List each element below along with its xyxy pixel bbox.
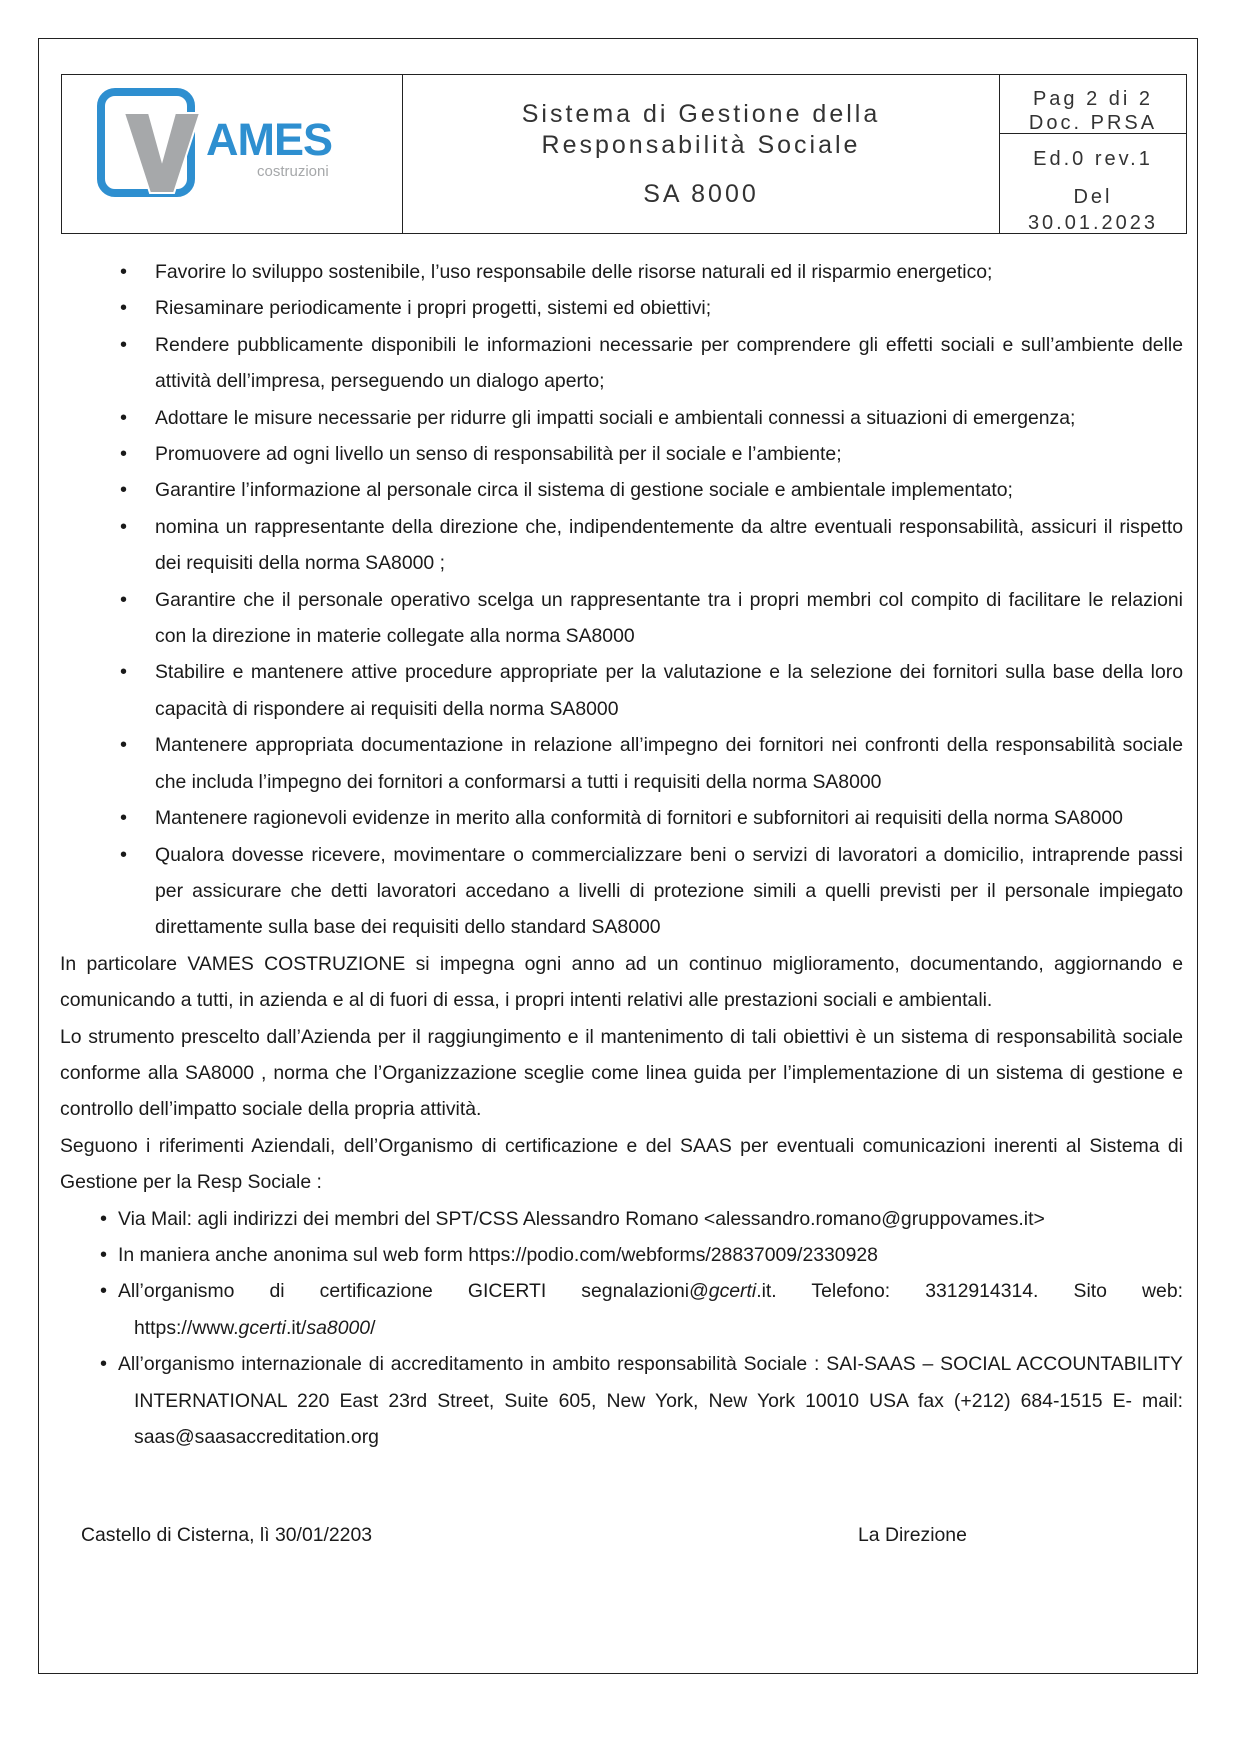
logo-cell — [62, 75, 403, 233]
place-date: Castello di Cisterna, lì 30/01/2203 — [81, 1524, 373, 1546]
logo-subtext: costruzioni — [257, 163, 329, 180]
header-info — [1000, 75, 1186, 233]
contact-certification — [60, 1273, 1183, 1346]
cert-path: sa8000 — [306, 1316, 371, 1339]
list-item: • Promuovere ad ogni livello un senso di responsabilità per il sociale e l’ambiente; — [60, 436, 1183, 472]
list-item: • Garantire che il personale operativo scelga un rappresentante tra i propri membri col compito di facilitare le relazioni con la direzione in materie collegate alla norma SA8000 — [60, 582, 1183, 655]
cert-text-end: / — [370, 1316, 376, 1339]
paragraph-system: Lo strumento prescelto dall’Azienda per il raggiungimento e il mantenimento di tali obiettivi è un sistema di responsabilità sociale conforme alla SA8000 , norma che l’Organizzazione sceglie come linea guida per l’implementazione di un sistema di gestione e controllo dell’impatto sociale della propria attività. — [60, 1025, 1183, 1121]
header-title — [403, 75, 1000, 233]
logo-text: AMES — [206, 114, 333, 165]
del-label: Del — [1073, 186, 1113, 208]
paragraph-references: Seguono i riferimenti Aziendali, dell’Organismo di certificazione e del SAAS per eventuali comunicazioni inerenti al Sistema di Gestione per la Resp Sociale : — [60, 1134, 1183, 1194]
edition-revision: Ed.0 rev.1 — [1033, 148, 1153, 170]
list-item: • Adottare le misure necessarie per ridurre gli impatti sociali e ambientali connessi a situazioni di emergenza; — [60, 400, 1183, 436]
revision-info — [1000, 134, 1186, 236]
list-item: • Rendere pubblicamente disponibili le informazioni necessarie per comprendere gli effetti sociali e sull’ambiente delle attività dell’impresa, perseguendo un dialogo aperto; — [60, 327, 1183, 400]
cert-text-mid-2: .it/ — [285, 1316, 307, 1339]
list-item: • Favorire lo sviluppo sostenibile, l’uso responsabile delle risorse naturali ed il risparmio energetico; — [60, 254, 1183, 290]
list-item: • Riesaminare periodicamente i propri progetti, sistemi ed obiettivi; — [60, 290, 1183, 326]
contact-accreditation: • All’organismo internazionale di accreditamento in ambito responsabilità Sociale : SAI-SAAS – SOCIAL ACCOUNTABILITY INTERNATIONAL 220 East 23rd Street, Suite 605, New York, New York 10010 USA fax (+212) 684-1515 E- mail: saas@saasaccreditation.org — [60, 1346, 1183, 1455]
list-item: • Qualora dovesse ricevere, movimentare o commercializzare beni o servizi di lavoratori a domicilio, intraprende passi per assicurare che detti lavoratori accedano a livelli di protezione simili a quelli previsti per il personale impiegato direttamente sulla base dei requisiti dello standard SA8000 — [60, 837, 1183, 946]
contact-webform: • In maniera anche anonima sul web form https://podio.com/webforms/28837009/2330928 — [60, 1237, 1183, 1273]
title-line-2: Responsabilità Sociale — [541, 130, 861, 159]
document-date: 30.01.2023 — [1027, 212, 1159, 234]
commitments-list — [60, 254, 1183, 946]
list-item: • nomina un rappresentante della direzione che, indipendentemente da altre eventuali responsabilità, assicuri il rispetto dei requisiti della norma SA8000 ; — [60, 509, 1183, 582]
title-line-1: Sistema di Gestione della — [521, 99, 881, 128]
paragraph-improvement: In particolare VAMES COSTRUZIONE si impegna ogni anno ad un continuo miglioramento, documentando, aggiornando e comunicando a tutti, in azienda e al di fuori di essa, i propri intenti relativi alle prestazioni sociali e ambientali. — [60, 952, 1183, 1012]
document-body — [60, 254, 1183, 1455]
standard-label: SA 8000 — [643, 179, 759, 208]
list-item: • Garantire l’informazione al personale circa il sistema di gestione sociale e ambientale implementato; — [60, 472, 1183, 508]
cert-text: All’organismo di certificazione GICERTI segnalazioni@ — [118, 1280, 709, 1303]
list-item: • Mantenere appropriata documentazione in relazione all’impegno dei fornitori nei confronti della responsabilità sociale che includa l’impegno dei fornitori a conformarsi a tutti i requisiti della norma SA8000 — [60, 727, 1183, 800]
page-number: Pag 2 di 2 — [1032, 88, 1154, 110]
cert-domain-2: gcerti — [238, 1316, 286, 1339]
cert-domain: gcerti — [708, 1280, 757, 1303]
document-header — [61, 74, 1187, 234]
vames-logo — [62, 75, 402, 232]
cert-text-mid: .it. Telefono: 3312914314. Sito web: https://www. — [134, 1280, 1183, 1339]
contact-mail: • Via Mail: agli indirizzi dei membri del SPT/CSS Alessandro Romano <alessandro.romano@gruppovames.it> — [60, 1201, 1183, 1237]
signature-label: La Direzione — [858, 1524, 967, 1546]
contacts-list — [60, 1201, 1183, 1456]
doc-code: Doc. PRSA — [1028, 112, 1158, 134]
list-item: • Stabilire e mantenere attive procedure appropriate per la valutazione e la selezione dei fornitori sulla base della loro capacità di rispondere ai requisiti della norma SA8000 — [60, 654, 1183, 727]
page-info — [1000, 75, 1186, 134]
list-item: • Mantenere ragionevoli evidenze in merito alla conformità di fornitori e subfornitori ai requisiti della norma SA8000 — [60, 800, 1183, 836]
